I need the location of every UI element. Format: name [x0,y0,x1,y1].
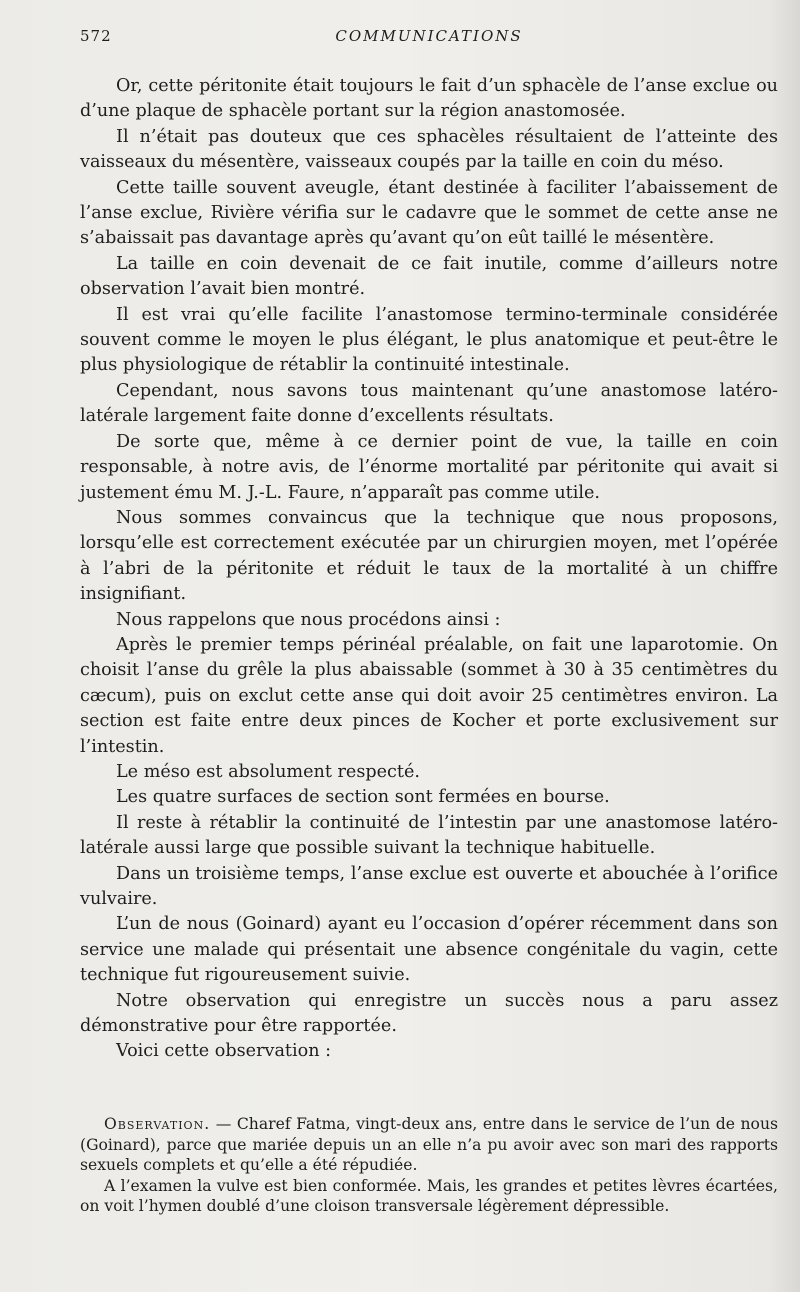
paragraph: Il est vrai qu’elle facilite l’anastomose termino-terminale considérée souvent comme le moyen le plus élégant, le plus anatomique et peut-être le plus physiologique de rétablir la continuité intestinale. [80,304,778,376]
paragraph: Le méso est absolument respecté. [116,761,420,782]
paragraph: L’un de nous (Goinard) ayant eu l’occasion d’opérer récemment dans son service une malade qui présentait une absence congénitale du vagin, cette technique fut rigoureusement suivie. [80,914,778,986]
paragraph: Cependant, nous savons tous maintenant qu’une anastomose latéro-latérale largement faite donne d’excellents résultats. [80,380,778,427]
paragraph: La taille en coin devenait de ce fait inutile, comme d’ailleurs notre observation l’avait bien montré. [80,253,778,300]
observation-label: Observation. [104,1115,211,1133]
paragraph: De sorte que, même à ce dernier point de vue, la taille en coin responsable, à notre avis, de l’énorme mortalité par péritonite qui avait si justement ému M. J.-L. Faure, n’apparaît pas comme utile. [80,431,778,503]
paragraph: Après le premier temps périnéal préalable, on fait une laparotomie. On choisit l’anse du grêle la plus abaissable (sommet à 30 à 35 centimètres du cæcum), puis on exclut cette anse qui doit avoir 25 centimètres environ. La section est faite entre deux pinces de Kocher et porte exclusivement sur l’intestin. [80,634,778,757]
observation-paragraph [80,1114,778,1176]
paragraph: Dans un troisième temps, l’anse exclue est ouverte et abouchée à l’orifice vulvaire. [80,863,778,909]
paragraph: Voici cette observation : [116,1041,332,1062]
paragraph: Cette taille souvent aveugle, étant destinée à faciliter l’abaissement de l’anse exclue, Rivière vérifia sur le cadavre que le sommet de cette anse ne s’abaissait pas davantage après qu’avant qu’on eût taillé le mésentère. [80,177,778,249]
observation-text: — Charef Fatma, vingt-deux ans, entre dans le service de l’un de nous (Goinard), parce que mariée depuis un an elle n’a pu avoir avec son mari des rapports sexuels complets et qu’elle a été répudiée. [80,1115,778,1175]
page-number: 572 [80,27,112,45]
paragraph: Or, cette péritonite était toujours le fait d’un sphacèle de l’anse exclue ou d’une plaque de sphacèle portant sur la région anastomosée. [80,76,778,122]
paragraph: Nous rappelons que nous procédons ainsi : [116,609,501,630]
main-text [80,74,778,1065]
observation-paragraph-2: A l’examen la vulve est bien conformée. Mais, les grandes et petites lèvres écartées, on voit l’hymen doublé d’une cloison transversale légèrement dépressible. [80,1176,778,1216]
running-head: COMMUNICATIONS [335,27,523,45]
page-header [80,27,778,51]
paragraph: Les quatre surfaces de section sont fermées en bourse. [116,787,610,808]
paragraph: Notre observation qui enregistre un succès nous a paru assez démonstrative pour être rapportée. [80,990,778,1037]
paragraph: Il n’était pas douteux que ces sphacèles résultaient de l’atteinte des vaisseaux du mésentère, vaisseaux coupés par la taille en coin du méso. [80,126,778,173]
paragraph: Il reste à rétablir la continuité de l’intestin par une anastomose latéro-latérale aussi large que possible suivant la technique habituelle. [80,812,778,859]
paragraph: Nous sommes convaincus que la technique que nous proposons, lorsqu’elle est correctement exécutée par un chirurgien moyen, met l’opérée à l’abri de la péritonite et réduit le taux de la mortalité à un chiffre insignifiant. [80,507,778,605]
observation-block [80,1114,778,1217]
